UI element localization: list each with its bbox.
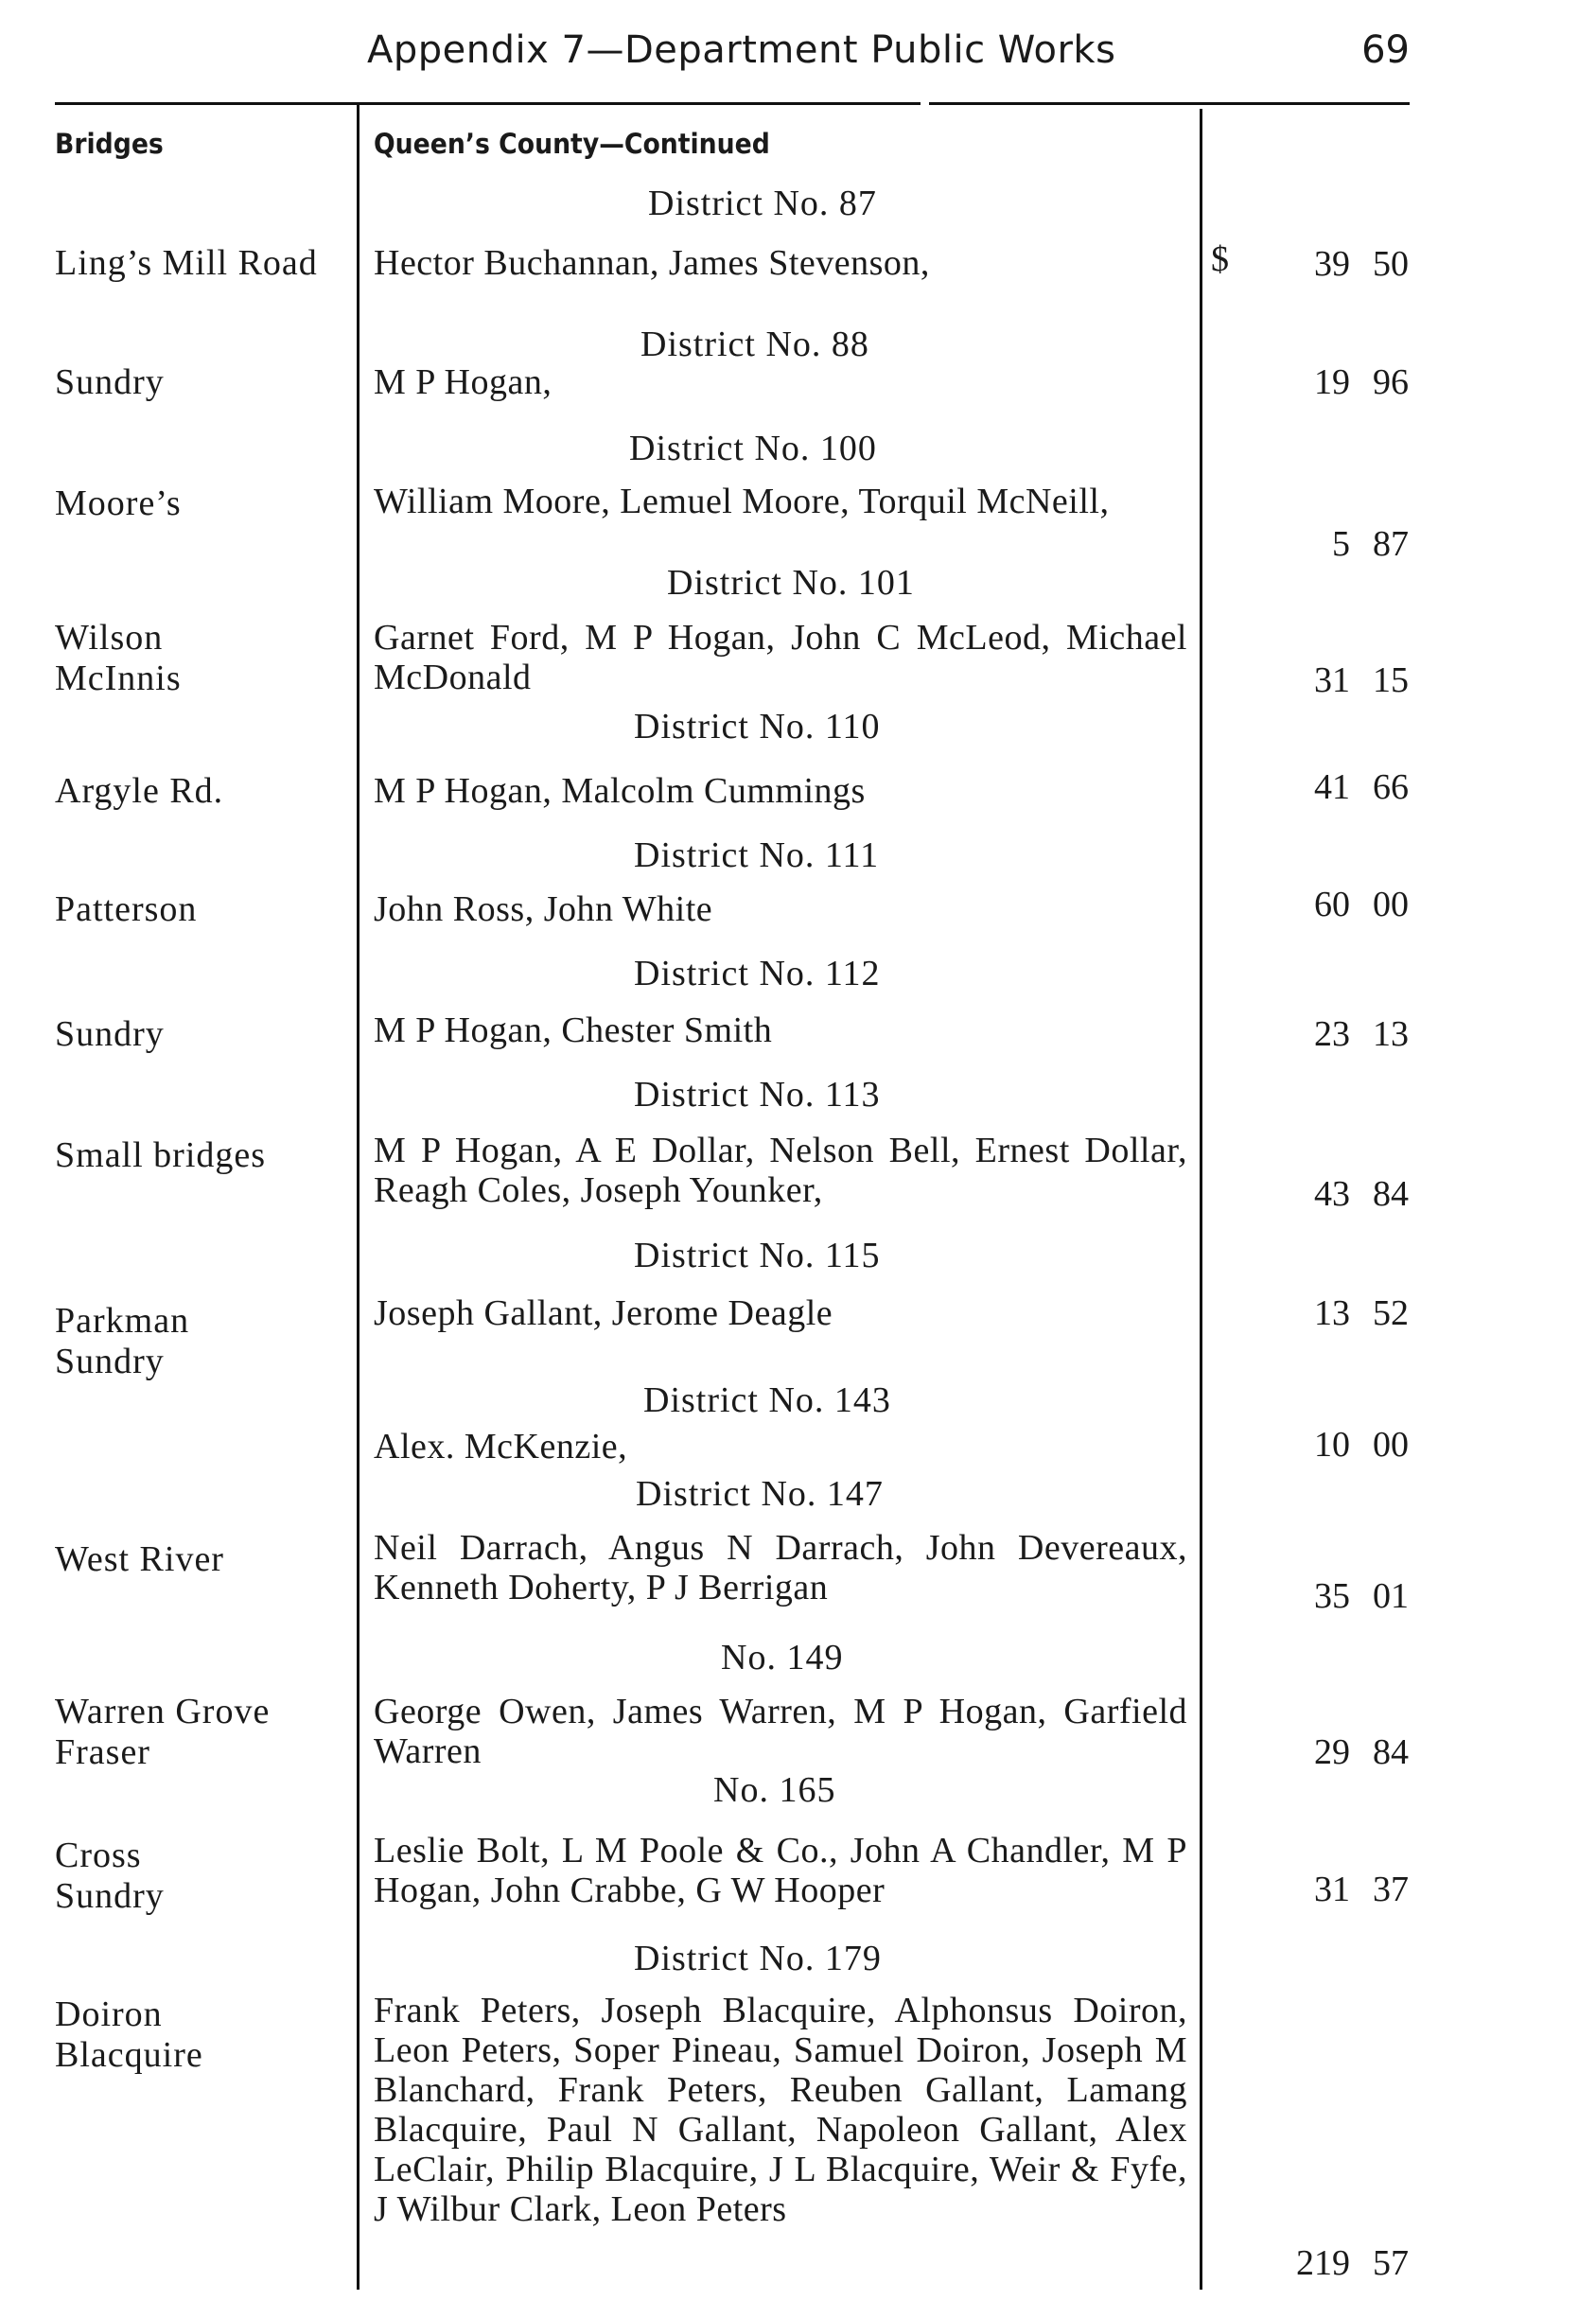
amount	[1314, 1575, 1409, 1617]
district-heading: District No. 115	[634, 1236, 881, 1275]
bridge-name: Wilson McInnis	[55, 618, 182, 698]
column-divider-left	[357, 104, 360, 2290]
column-heading-bridges: Bridges	[55, 128, 164, 160]
district-heading: No. 165	[713, 1770, 836, 1810]
bridge-name: West River	[55, 1539, 224, 1579]
bridge-name: Moore’s	[55, 483, 182, 523]
district-heading: District No. 111	[634, 835, 880, 875]
amount-cents: 00	[1373, 1425, 1409, 1465]
amount-dollars: 23	[1314, 1014, 1350, 1054]
amount-dollars: 19	[1314, 362, 1350, 402]
amount	[1314, 884, 1409, 925]
payee-list: John Ross, John White	[374, 889, 713, 929]
amount	[1314, 1013, 1409, 1055]
amount-dollars: 10	[1314, 1425, 1350, 1465]
amount-cents: 15	[1373, 660, 1409, 700]
payee-list: Joseph Gallant, Jerome Deagle	[374, 1293, 833, 1333]
district-heading: District No. 179	[634, 1939, 882, 1978]
bridge-name: Patterson	[55, 889, 198, 929]
district-heading: District No. 100	[629, 429, 877, 468]
payee-list: M P Hogan, Malcolm Cummings	[374, 771, 866, 811]
district-heading: District No. 147	[636, 1474, 884, 1514]
header-rule-left	[55, 102, 921, 105]
bridge-name: Argyle Rd.	[55, 771, 224, 811]
amount-cents: 84	[1373, 1174, 1409, 1214]
amount-cents: 50	[1373, 244, 1409, 284]
amount	[1314, 659, 1409, 701]
running-header	[55, 28, 1410, 76]
district-heading: District No. 88	[640, 325, 869, 364]
amount-cents: 00	[1373, 885, 1409, 924]
amount	[1296, 2242, 1409, 2284]
header-title: Appendix 7—Department Public Works	[367, 28, 1116, 72]
amount	[1314, 1173, 1409, 1215]
district-heading: District No. 87	[648, 184, 877, 223]
amount-dollars: 29	[1314, 1732, 1350, 1772]
amount	[1314, 766, 1409, 808]
payee-list: M P Hogan,	[374, 362, 552, 402]
amount-cents: 87	[1373, 524, 1409, 564]
amount-cents: 37	[1373, 1870, 1409, 1909]
amount	[1314, 1292, 1409, 1334]
payee-list: Frank Peters, Joseph Blacquire, Alphonsus Doiron, Leon Peters, Soper Pineau, Samuel Doiron, Joseph M Blanchard, Frank Peters, Reuben Gallant, Lamang Blacquire, Paul N Gallant, Napoleon Gallant, Alex LeClair, Philip Blacquire, J L Blacquire, Weir & Fyfe, J Wilbur Clark, Leon Peters	[374, 1991, 1187, 2229]
column-heading-county: Queen’s County—Continued	[374, 128, 770, 160]
payee-list: Hector Buchannan, James Stevenson,	[374, 243, 930, 283]
payee-list: M P Hogan, Chester Smith	[374, 1010, 773, 1050]
payee-list: George Owen, James Warren, M P Hogan, Garfield Warren	[374, 1692, 1187, 1771]
district-heading: District No. 110	[634, 707, 881, 747]
amount-dollars: 5	[1332, 524, 1350, 564]
header-rule-right	[929, 102, 1410, 105]
payee-list: Leslie Bolt, L M Poole & Co., John A Chandler, M P Hogan, John Crabbe, G W Hooper	[374, 1831, 1187, 1910]
amount-dollars: 60	[1314, 885, 1350, 924]
bridge-name: Cross Sundry	[55, 1836, 165, 1916]
bridge-name: Doiron Blacquire	[55, 1994, 203, 2075]
district-heading: District No. 113	[634, 1075, 881, 1115]
bridge-name: Sundry	[55, 1014, 165, 1054]
amount-cents: 13	[1373, 1014, 1409, 1054]
amount-dollars: 35	[1314, 1576, 1350, 1616]
amount	[1332, 523, 1409, 565]
district-heading: District No. 112	[634, 954, 881, 993]
payee-list: Garnet Ford, M P Hogan, John C McLeod, Michael McDonald	[374, 618, 1187, 697]
amount-dollars: 31	[1314, 1870, 1350, 1909]
payee-list: Alex. McKenzie,	[374, 1427, 628, 1467]
amount-cents: 57	[1373, 2243, 1409, 2283]
amount-dollars: 219	[1296, 2243, 1350, 2283]
amount	[1314, 1869, 1409, 1910]
district-heading: District No. 101	[667, 563, 915, 603]
amount-dollars: 13	[1314, 1293, 1350, 1333]
bridge-name: Ling’s Mill Road	[55, 243, 318, 283]
amount-dollars: 43	[1314, 1174, 1350, 1214]
amount-cents: 66	[1373, 767, 1409, 807]
bridge-name: Parkman Sundry	[55, 1301, 190, 1381]
amount-cents: 96	[1373, 362, 1409, 402]
payee-list: William Moore, Lemuel Moore, Torquil McNeill,	[374, 482, 1110, 521]
amount-dollars: 31	[1314, 660, 1350, 700]
amount	[1314, 1424, 1409, 1466]
amount	[1314, 361, 1409, 403]
amount-dollars: 39	[1314, 244, 1350, 284]
bridge-name: Sundry	[55, 362, 165, 402]
bridge-name: Warren Grove Fraser	[55, 1692, 271, 1772]
amount	[1314, 1731, 1409, 1773]
bridge-name: Small bridges	[55, 1135, 267, 1175]
dollar-sign: $	[1211, 239, 1229, 279]
page-number: 69	[1361, 28, 1410, 72]
payee-list: Neil Darrach, Angus N Darrach, John Devereaux, Kenneth Doherty, P J Berrigan	[374, 1528, 1187, 1607]
district-heading: No. 149	[721, 1638, 844, 1677]
amount-cents: 84	[1373, 1732, 1409, 1772]
amount	[1314, 243, 1409, 285]
amount-dollars: 41	[1314, 767, 1350, 807]
payee-list: M P Hogan, A E Dollar, Nelson Bell, Ernest Dollar, Reagh Coles, Joseph Younker,	[374, 1131, 1187, 1210]
amount-cents: 52	[1373, 1293, 1409, 1333]
amount-cents: 01	[1373, 1576, 1409, 1616]
district-heading: District No. 143	[643, 1380, 891, 1420]
column-divider-right	[1200, 109, 1202, 2290]
